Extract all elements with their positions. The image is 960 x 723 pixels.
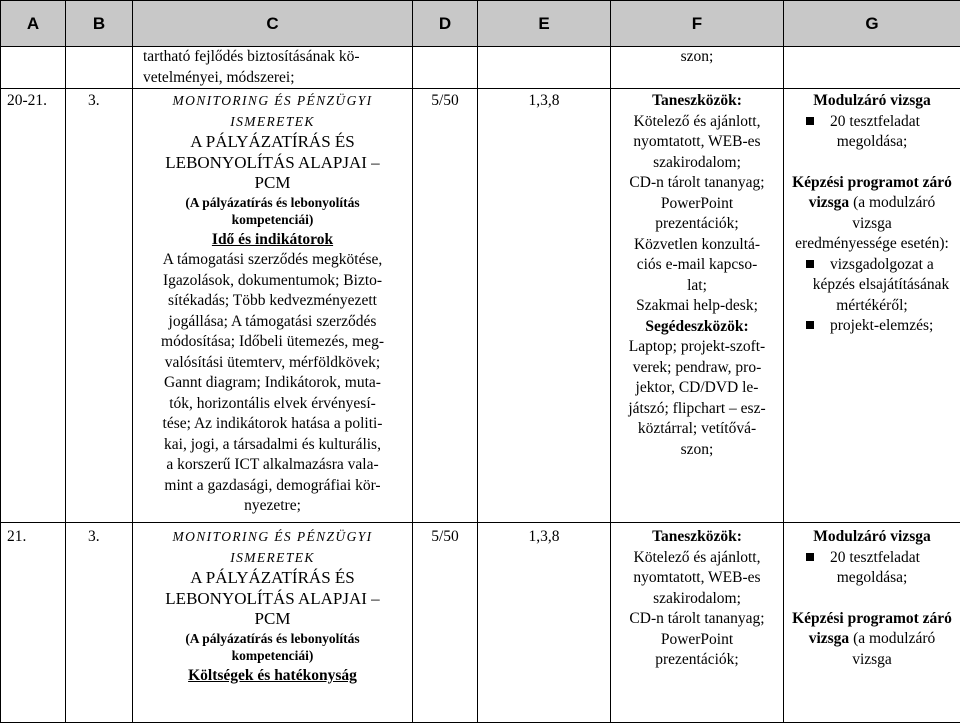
column-header-row <box>1 1 960 47</box>
bullet-item: 20 tesztfeladat <box>790 112 954 133</box>
exam-heading: Modulzáró vizsga <box>790 527 954 548</box>
topic-heading: Idő és indikátorok <box>212 231 333 248</box>
col-header-b: B <box>66 1 133 47</box>
bullet-square-icon <box>806 553 814 561</box>
final-exam-heading: Képzési programot záró <box>790 609 954 630</box>
col-header-c: C <box>133 1 413 47</box>
module-number: 3. <box>66 89 133 523</box>
module-title: MONITORING ÉS PÉNZÜGYI <box>139 91 406 112</box>
module-number: 3. <box>66 523 133 723</box>
exam-heading: Modulzáró vizsga <box>790 91 954 112</box>
continuation-text: tartható fejlődés biztosításának kö- vetelményei, módszerei; <box>133 47 413 89</box>
table-row-20-21 <box>1 89 960 523</box>
continuation-row <box>1 47 960 89</box>
tools-heading: Taneszközök: <box>617 527 777 548</box>
module-title: MONITORING ÉS PÉNZÜGYI <box>139 527 406 548</box>
bullet-square-icon <box>806 117 814 125</box>
module-subtitle: A PÁLYÁZATÍRÁS ÉS <box>139 568 406 589</box>
assessment: Modulzáró vizsga 20 tesztfeladat megoldása; Képzési programot záró vizsga (a modulzáró vizsga <box>784 523 960 723</box>
continuation-tools: szon; <box>611 47 784 89</box>
tools-heading: Taneszközök: <box>617 91 777 112</box>
row-number: 20-21. <box>1 89 66 523</box>
teaching-tools: Taneszközök: Kötelező és ajánlott, nyomtatott, WEB-es szakirodalom; CD-n tárolt tananyag; PowerPoint prezentációk; <box>611 523 784 723</box>
col-header-f: F <box>611 1 784 47</box>
final-exam-heading: Képzési programot záró <box>790 173 954 194</box>
row-number: 21. <box>1 523 66 723</box>
col-header-e: E <box>478 1 611 47</box>
module-subtitle: A PÁLYÁZATÍRÁS ÉS <box>139 132 406 153</box>
bullet-square-icon <box>806 260 814 268</box>
competence-codes: 1,3,8 <box>478 89 611 523</box>
assessment: Modulzáró vizsga 20 tesztfeladat megoldása; Képzési programot záró vizsga (a modulzáró vizsga eredményessége esetén): vizsgadolgozat a képzés elsajátításának mértékéről; projekt-elemzés; <box>784 89 960 523</box>
topic-body: A támogatási szerződés megkötése, Igazolások, dokumentumok; Bizto- sítékadás; Több kedvezményezett jogállása; A támogatási szerződés módosítása; Időbeli ütemezés, meg- valósítási ütemterv, mérföldkövek; Gannt diagram; Indikátorok, muta- tók, horizontális elvek érvényesí- tése; Az indikátorok hatása a politi- kai, jogi, a társadalmi és kulturális, a korszerű ICT alkalmazásra vala- mint a gazdasági, demográfiai kör- nyezetre; <box>139 250 406 517</box>
competence-note: (A pályázatírás és lebonyolítás <box>139 630 406 647</box>
topic-heading: Költségek és hatékonyság <box>188 667 357 684</box>
bullet-item: 20 tesztfeladat <box>790 548 954 569</box>
bullet-item: projekt-elemzés; <box>790 316 954 337</box>
col-header-a: A <box>1 1 66 47</box>
teaching-tools: Taneszközök: Kötelező és ajánlott, nyomtatott, WEB-es szakirodalom; CD-n tárolt tananyag; PowerPoint prezentációk; Közvetlen konzultá- ciós e-mail kapcso- lat; Szakmai help-desk; Segédeszközök: Laptop; projekt-szoft- verek; pendraw, pro- jektor, CD/DVD le- játszó; flipchart – esz- köztárral; vetítővá- szon; <box>611 89 784 523</box>
col-header-g: G <box>784 1 960 47</box>
table-row-21 <box>1 523 960 723</box>
hours: 5/50 <box>413 89 478 523</box>
bullet-square-icon <box>806 321 814 329</box>
module-description: MONITORING ÉS PÉNZÜGYI ISMERETEK A PÁLYÁZATÍRÁS ÉS LEBONYOLÍTÁS ALAPJAI – PCM (A pályázatírás és lebonyolítás kompetenciái) Idő és indikátorok A támogatási szerződés megkötése, Igazolások, dokumentumok; Bizto- sítékadás; Több kedvezményezett jogállása; A támogatási szerződés módosítása; Időbeli ütemezés, meg- valósítási ütemterv, mérföldkövek; Gannt diagram; Indikátorok, muta- tók, horizontális elvek érvényesí- tése; Az indikátorok hatása a politi- kai, jogi, a társadalmi és kulturális, a korszerű ICT alkalmazásra vala- mint a gazdasági, demográfiai kör- nyezetre; <box>133 89 413 523</box>
competence-note: (A pályázatírás és lebonyolítás <box>139 194 406 211</box>
col-header-d: D <box>413 1 478 47</box>
bullet-item: vizsgadolgozat a <box>790 255 954 276</box>
aids-heading: Segédeszközök: <box>617 317 777 338</box>
module-description: MONITORING ÉS PÉNZÜGYI ISMERETEK A PÁLYÁZATÍRÁS ÉS LEBONYOLÍTÁS ALAPJAI – PCM (A pályázatírás és lebonyolítás kompetenciái) Költségek és hatékonyság <box>133 523 413 723</box>
competence-codes: 1,3,8 <box>478 523 611 723</box>
hours: 5/50 <box>413 523 478 723</box>
